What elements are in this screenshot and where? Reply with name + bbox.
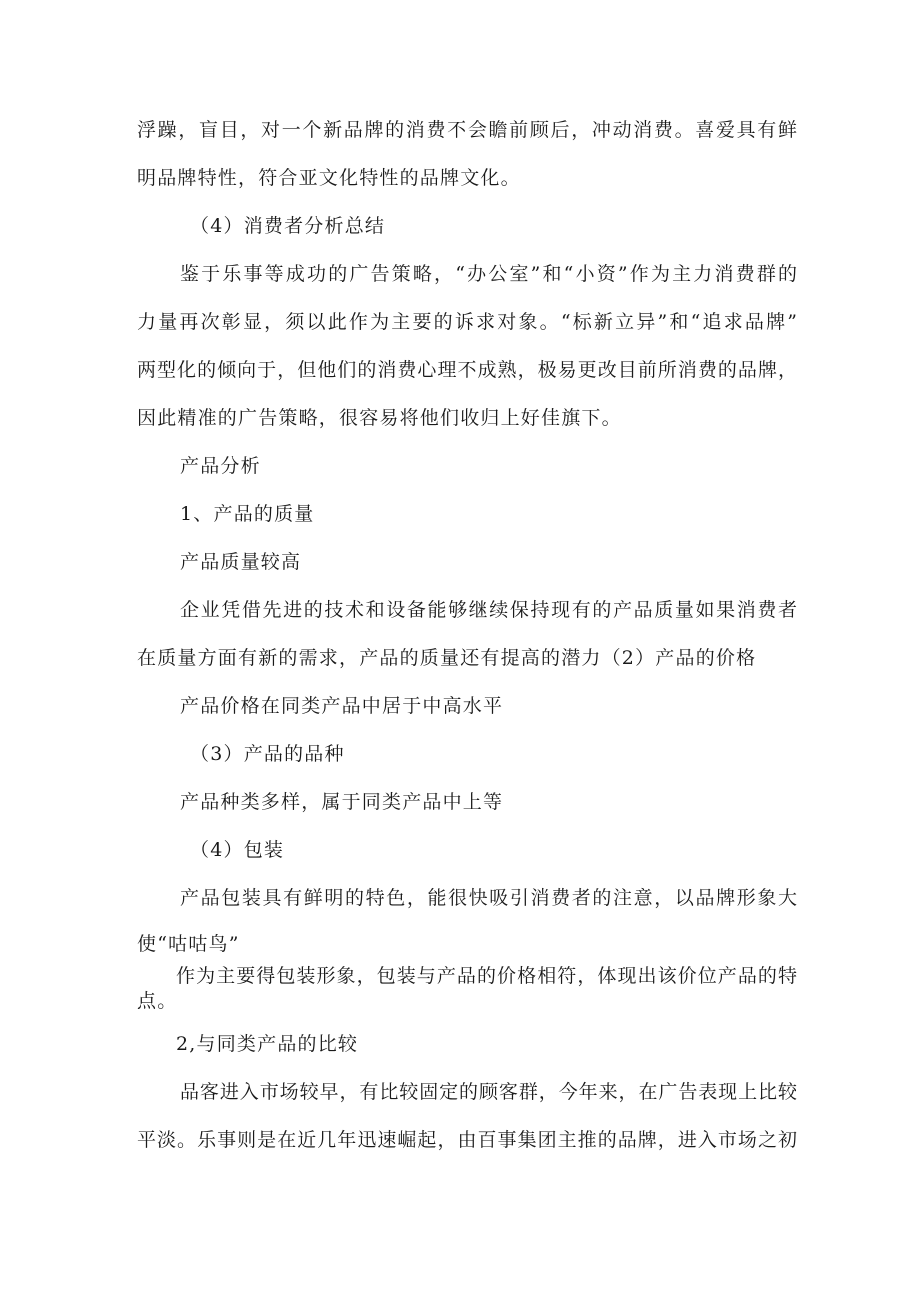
- subsection-heading: （4）包装: [190, 839, 285, 861]
- paragraph-line: 产品种类多样，属于同类产品中上等: [180, 791, 504, 813]
- paragraph-line: 浮躁，盲目，对一个新品牌的消费不会瞻前顾后，冲动消费。喜爱具有鲜: [137, 119, 797, 141]
- paragraph-line: 产品质量较高: [180, 551, 302, 573]
- subsection-heading: 1、产品的质量: [180, 503, 315, 525]
- paragraph-line: 两型化的倾向于，但他们的消费心理不成熟，极易更改目前所消费的品牌，: [137, 359, 797, 381]
- paragraph-line: 产品价格在同类产品中居于中高水平: [180, 695, 504, 717]
- paragraph-line: 品客进入市场较早，有比较固定的顾客群，今年来，在广告表现上比较: [180, 1081, 797, 1103]
- paragraph-line: 使“咕咕鸟”: [137, 933, 240, 955]
- paragraph-line: 明品牌特性，符合亚文化特性的品牌文化。: [137, 167, 521, 189]
- paragraph-line: 因此精准的广告策略，很容易将他们收归上好佳旗下。: [137, 407, 622, 429]
- subsection-heading: 2,与同类产品的比较: [176, 1033, 359, 1055]
- paragraph-line: 在质量方面有新的需求，产品的质量还有提高的潜力（2）产品的价格: [137, 647, 757, 669]
- subsection-heading: （3）产品的品种: [190, 743, 345, 765]
- paragraph-line: 作为主要得包装形象，包装与产品的价格相符，体现出该价位产品的特: [176, 965, 797, 987]
- paragraph-line: 鉴于乐事等成功的广告策略，“办公室”和“小资”作为主力消费群的: [180, 263, 797, 285]
- paragraph-line: 力量再次彰显，须以此作为主要的诉求对象。“标新立异”和“追求品牌”: [137, 311, 797, 333]
- section-heading: （4）消费者分析总结: [190, 215, 386, 237]
- paragraph-line: 产品包装具有鲜明的特色，能很快吸引消费者的注意，以品牌形象大: [180, 887, 797, 909]
- paragraph-line: 企业凭借先进的技术和设备能够继续保持现有的产品质量如果消费者: [180, 599, 797, 621]
- paragraph-line: 点。: [137, 990, 178, 1012]
- section-heading: 产品分析: [180, 455, 261, 477]
- paragraph-line: 平淡。乐事则是在近几年迅速崛起，由百事集团主推的品牌，进入市场之初: [137, 1129, 797, 1151]
